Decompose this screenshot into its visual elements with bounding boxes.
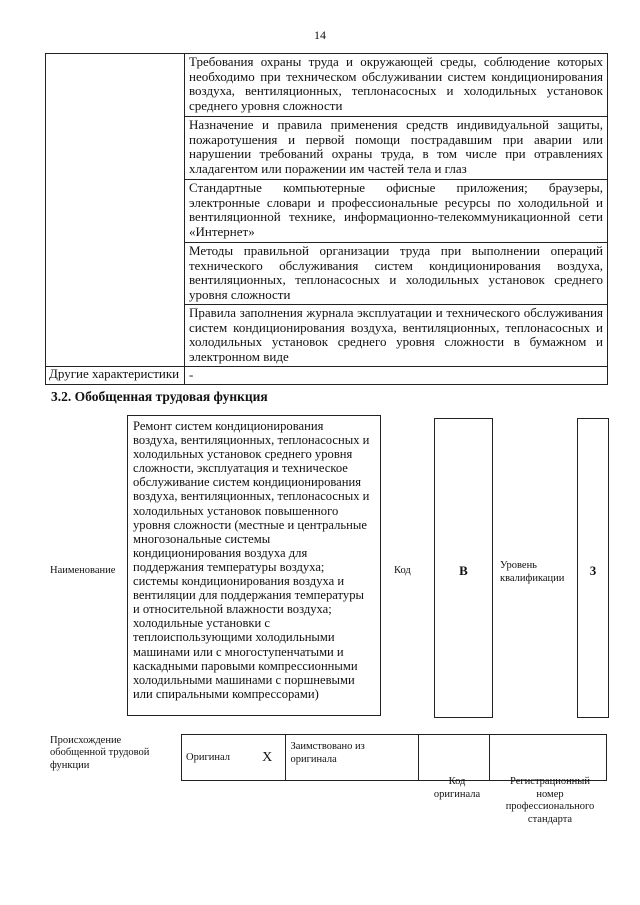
original-mark: X — [249, 735, 286, 781]
requirement-text: Стандартные компьютерные офисные приложения; браузеры, электронные словари и профессиональные ресурсы по холодильной и вентиляционной технике, информационно-телекоммуникационной сети «Интернет» — [185, 180, 608, 243]
name-label: Наименование — [50, 565, 116, 576]
origin-table — [181, 734, 607, 781]
original-code-caption: Код оригинала — [433, 776, 481, 800]
section-heading: 3.2. Обобщенная трудовая функция — [51, 389, 268, 404]
code-label: Код — [394, 565, 411, 576]
requirement-text: Методы правильной организации труда при выполнении операций технического обслуживания систем кондиционирования воздуха, вентиляционных, теплонасосных и холодильных установок среднего уровня сложности — [185, 243, 608, 305]
other-characteristics-value: - — [185, 366, 608, 384]
original-code-cell — [419, 735, 490, 781]
registration-number-cell — [490, 735, 607, 781]
table-row — [182, 735, 607, 781]
original-label: Оригинал — [182, 735, 249, 781]
page-number: 14 — [314, 28, 326, 42]
qualification-level-label: Уровень квалификации — [500, 560, 565, 584]
origin-label: Происхождение обобщенной трудовой функции — [50, 735, 150, 771]
qualification-level-value: 3 — [589, 563, 597, 578]
borrowed-label: Заимствовано из оригинала — [286, 735, 419, 781]
requirement-text: Требования охраны труда и окружающей среды, соблюдение которых необходимо при техническом обслуживании систем кондиционирования воздуха, вентиляционных, теплонасосных и холодильных установок среднего уровня сложности — [185, 54, 608, 117]
requirement-text: Правила заполнения журнала эксплуатации и технического обслуживания систем кондиционирования воздуха, вентиляционных, теплонасосных и холодильных установок среднего уровня сложности в бумажном и электронном виде — [185, 304, 608, 366]
table-cell-left — [46, 54, 185, 367]
requirement-text: Назначение и правила применения средств индивидуальной защиты, пожаротушения и первой помощи пострадавшим при аварии или нарушении требований охраны труда, в том числе при отравлениях хладагентом или поражении им частей тела и глаз — [185, 117, 608, 180]
other-characteristics-label: Другие характеристики — [46, 366, 185, 384]
requirements-table — [45, 53, 608, 385]
registration-number-caption: Регистрационный номер профессионального стандарта — [505, 776, 595, 825]
function-name-box: Ремонт систем кондиционирования воздуха, вентиляционных, теплонасосных и холодильных установок среднего уровня сложности, эксплуатация и техническое обслуживание систем кондиционирования воздуха, вентиляционных, теплонасосных и холодильных установок повышенного уровня сложности (местные и центральные многозональные системы кондиционирования воздуха для поддержания температуры воздуха; системы кондиционирования воздуха и вентиляции для поддержания температуры и относительной влажности воздуха; холодильные установки с теплоиспользующими холодильными машинами или с многоступенчатыми и каскадными паровыми компрессионными холодильными машинами с поршневыми или спиральными компрессорами) — [127, 415, 381, 716]
table-row — [46, 54, 608, 117]
table-row — [46, 366, 608, 384]
code-value: В — [459, 563, 468, 578]
